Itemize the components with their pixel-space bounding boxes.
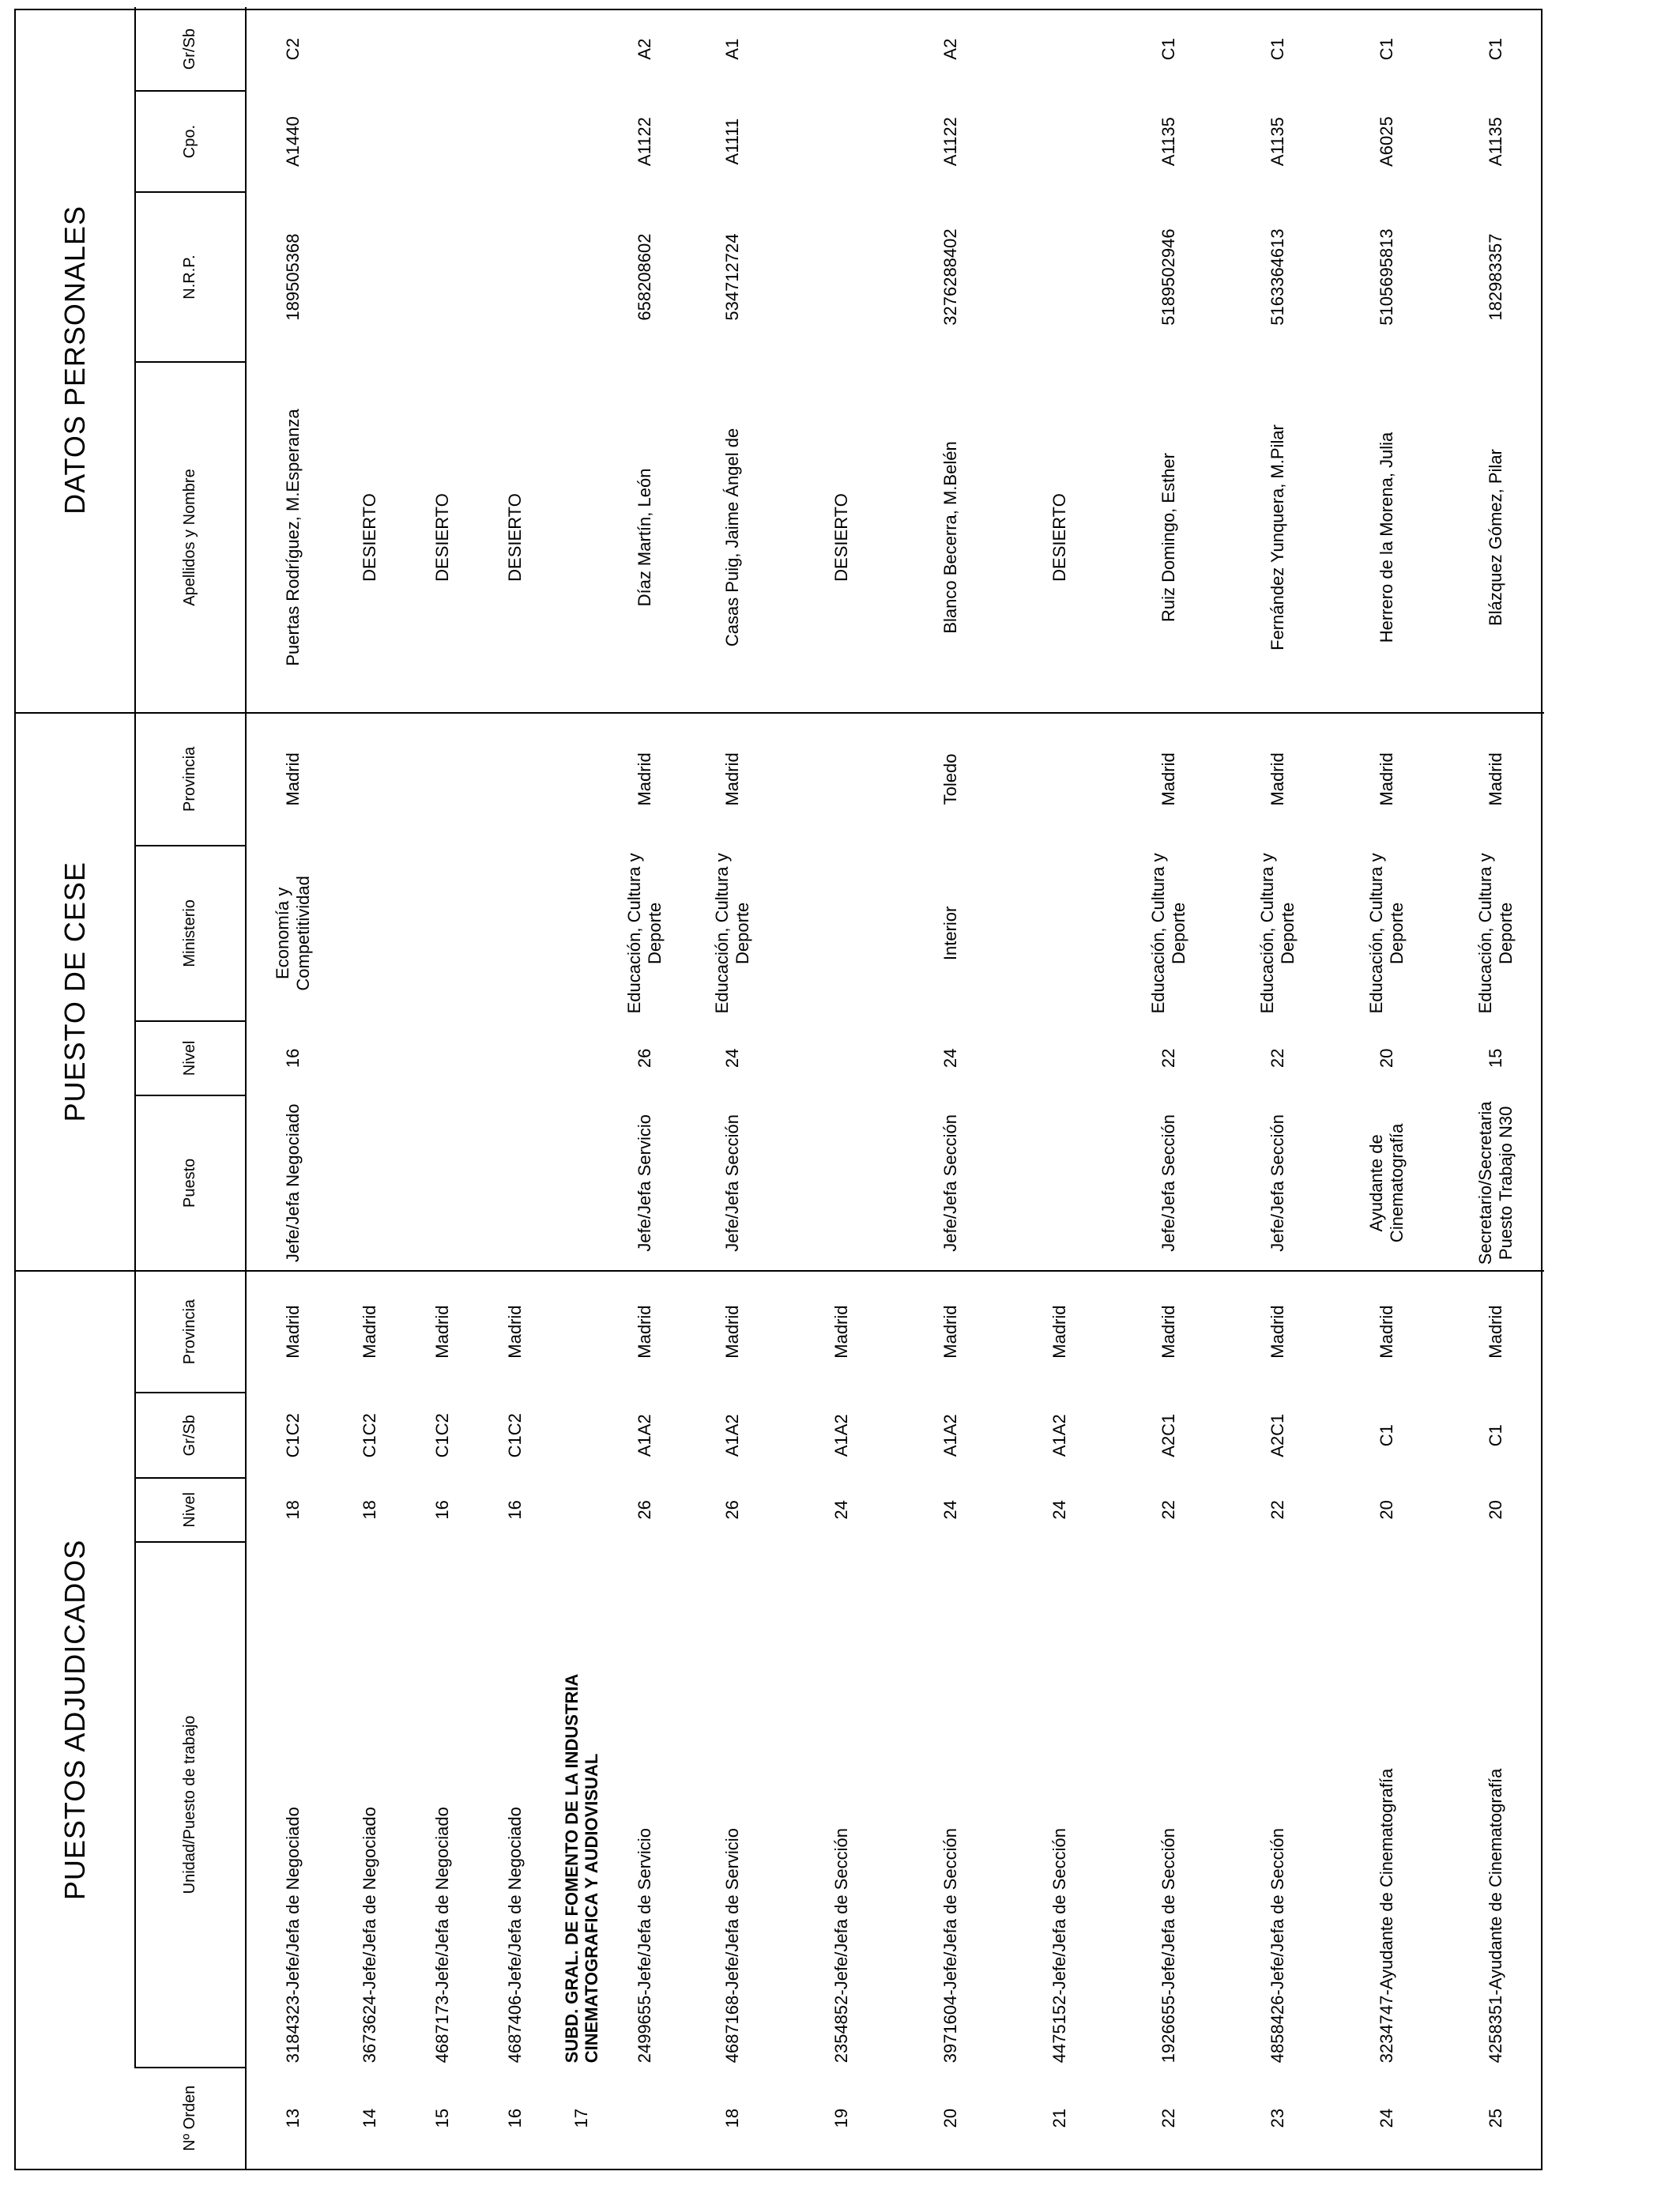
cell-cese-provincia: Madrid [1158,752,1178,806]
cell-nrp [787,192,896,362]
cell-cese-provincia: Madrid [283,752,303,806]
cell-provincia: Madrid [283,1305,303,1359]
cell-orden: 16 [505,2108,525,2128]
cell-cpo [787,91,896,192]
cell-grsb: C1 [1486,1424,1505,1447]
cell-unidad: 4687168-Jefe/Jefa de Servicio [722,1828,742,2064]
column-header-nivel: Nivel [181,1492,198,1528]
cell-unidad: 2499655-Jefe/Jefa de Servicio [634,1828,654,2064]
cell-pers-grsb: C2 [283,38,303,61]
header-column-divider [134,1020,245,1022]
row-orden: 17 [571,2108,591,2128]
header-rule [245,7,247,2169]
cell-unidad: 4475152-Jefe/Jefa de Sección [1049,1828,1069,2064]
cell-cese-nivel: 24 [722,1048,742,1069]
cell-nivel: 22 [1268,1500,1287,1520]
cell-cpo [479,91,552,192]
cell-provincia: Madrid [940,1305,960,1359]
table-row [787,7,896,2169]
cell-cpo: A1440 [283,116,303,167]
cell-ministerio: Educación, Cultura y Deporte [1475,853,1516,1014]
cell-pers-grsb [406,7,479,91]
cell-provincia: Madrid [360,1305,379,1359]
cell-provincia: Madrid [634,1305,654,1359]
cell-puesto: Jefe/Jefa Sección [722,1114,742,1252]
table-row [1332,7,1441,2169]
cell-nivel: 22 [1158,1500,1178,1520]
cell-ministerio [333,846,406,1021]
cell-grsb: C1C2 [283,1413,303,1458]
section-datos-personales: DATOS PERSONALES [58,205,91,515]
cell-provincia: Madrid [1158,1305,1178,1359]
cell-cpo [333,91,406,192]
cell-ministerio [479,846,552,1021]
cell-ministerio: Interior [940,906,960,961]
cell-orden: 20 [940,2108,960,2128]
cell-cpo: A1135 [1268,117,1287,167]
cell-cese-provincia: Toledo [940,753,960,805]
cell-cese-provincia: Madrid [722,752,742,806]
table-row [1223,7,1332,2169]
column-header-cese-nivel: Nivel [181,1040,198,1076]
cell-cese-provincia [787,713,896,846]
table-row [678,7,787,2169]
cell-grsb: C1 [1377,1424,1396,1447]
cell-pers-grsb: C1 [1377,38,1396,61]
cell-nivel: 26 [634,1500,654,1520]
cell-cpo [1005,91,1114,192]
header-column-divider [134,191,245,193]
section-puestos-adjudicados: PUESTOS ADJUDICADOS [58,1539,91,1901]
cell-unidad: 3184323-Jefe/Jefa de Negociado [283,1807,303,2064]
cell-pers-grsb [333,7,406,91]
cell-grsb: A2C1 [1158,1413,1178,1457]
cell-puesto: Secretario/Secretaria Puesto Trabajo N30 [1475,1101,1516,1265]
cell-puesto: Jefe/Jefa Sección [940,1114,960,1252]
cell-nivel: 20 [1486,1500,1505,1520]
cell-apellidos: DESIERTO [505,493,525,582]
cell-cese-nivel [787,1021,896,1095]
cell-pers-grsb [1005,7,1114,91]
column-header-cese-provincia: Provincia [181,746,198,812]
cell-provincia: Madrid [505,1305,525,1359]
cell-nrp [406,192,479,362]
cell-nivel: 24 [831,1500,851,1520]
cell-provincia: Madrid [1377,1305,1396,1359]
cell-puesto: Jefe/Jefa Servicio [634,1114,654,1252]
cell-grsb: A1A2 [831,1414,851,1457]
header-column-divider [134,1541,245,1543]
cell-pers-grsb [479,7,552,91]
cell-cpo: A1111 [722,118,742,165]
header-column-divider [134,1392,245,1393]
cell-cese-nivel: 22 [1268,1048,1287,1069]
cell-cpo: A1122 [634,117,654,167]
cell-cese-provincia: Madrid [1377,752,1396,806]
cell-cpo [406,91,479,192]
cell-ministerio [787,846,896,1021]
cell-orden: 25 [1486,2108,1505,2128]
cell-orden: 22 [1158,2108,1178,2128]
cell-cpo: A1135 [1158,117,1178,167]
cell-cese-nivel: 16 [283,1048,303,1069]
header-column-divider [134,90,245,92]
cell-provincia: Madrid [432,1305,452,1359]
column-header-pers-grsb: Gr/Sb [181,28,198,70]
cell-pers-grsb: A2 [940,38,960,60]
cell-apellidos: Herrero de la Morena, Julia [1377,432,1396,643]
cell-orden: 19 [831,2108,851,2128]
cell-unidad: 4858426-Jefe/Jefa de Sección [1268,1828,1287,2064]
cell-pers-grsb: C1 [1268,38,1287,61]
cell-cpo: A1122 [940,117,960,167]
cell-orden: 14 [360,2108,379,2128]
table-frame [14,9,1543,2170]
cell-apellidos: DESIERTO [831,493,851,582]
cell-nrp [1005,192,1114,362]
cell-cese-provincia: Madrid [1268,752,1287,806]
cell-cese-provincia [406,713,479,846]
cell-puesto [1005,1095,1114,1271]
cell-nrp [333,192,406,362]
cell-cese-nivel: 20 [1377,1048,1396,1069]
cell-cese-nivel: 26 [634,1048,654,1069]
section-puesto-cese: PUESTO DE CESE [58,861,91,1122]
cell-grsb: A1A2 [1049,1414,1069,1457]
cell-apellidos: Puertas Rodríguez, M.Esperanza [283,409,303,666]
cell-nrp: 189505368 [283,233,303,321]
cell-puesto [333,1095,406,1271]
cell-nivel: 24 [1049,1500,1069,1520]
cell-apellidos: Blázquez Gómez, Pilar [1486,449,1505,626]
header-column-divider [134,2067,245,2068]
cell-nrp: 5105695813 [1377,228,1396,326]
cell-orden: 23 [1268,2108,1287,2128]
column-header-ministerio: Ministerio [181,899,198,967]
cell-cese-nivel [406,1021,479,1095]
cell-unidad: 4687406-Jefe/Jefa de Negociado [505,1807,525,2064]
cell-ministerio: Educación, Cultura y Deporte [712,853,752,1014]
cell-cese-provincia [1005,713,1114,846]
column-header-apellidos: Apellidos y Nombre [181,469,198,606]
cell-cese-provincia: Madrid [634,752,654,806]
cell-apellidos: Ruiz Domingo, Esther [1158,453,1178,622]
cell-nrp [479,192,552,362]
cell-unidad: 4687173-Jefe/Jefa de Negociado [432,1807,452,2064]
cell-ministerio: Educación, Cultura y Deporte [1366,853,1407,1014]
cell-provincia: Madrid [1268,1305,1287,1359]
cell-cese-nivel [479,1021,552,1095]
table-row [552,7,611,2169]
cell-cese-nivel: 24 [940,1048,960,1069]
cell-ministerio: Educación, Cultura y Deporte [623,853,665,1014]
cell-pers-grsb: A2 [634,38,654,60]
cell-cese-nivel [333,1021,406,1095]
cell-cpo: A1135 [1486,117,1505,167]
cell-cese-nivel: 15 [1486,1048,1505,1069]
cell-nivel: 24 [940,1500,960,1520]
cell-nivel: 16 [505,1500,525,1520]
cell-unidad: 3971604-Jefe/Jefa de Sección [940,1828,960,2064]
table-row [611,7,678,2169]
cell-apellidos: DESIERTO [432,493,452,582]
cell-ministerio: Educación, Cultura y Deporte [1148,853,1188,1014]
column-header-cpo: Cpo. [181,124,198,159]
cell-cese-nivel: 22 [1158,1048,1178,1069]
cell-provincia: Madrid [1486,1305,1505,1359]
cell-puesto: Ayudante de Cinematografía [1366,1123,1407,1243]
cell-provincia: Madrid [831,1305,851,1359]
cell-puesto: Jefe/Jefa Sección [1158,1114,1178,1252]
cell-grsb: A1A2 [722,1414,742,1457]
cell-nrp: 658208602 [634,233,654,321]
table-row [253,7,333,2169]
cell-apellidos: Casas Puig, Jaime Ángel de [722,428,742,647]
column-header-puesto: Puesto [181,1158,198,1208]
cell-nivel: 16 [432,1500,452,1520]
cell-apellidos: Díaz Martín, León [634,468,654,607]
cell-cese-provincia: Madrid [1486,752,1505,806]
table-row [406,7,479,2169]
cell-grsb: C1C2 [360,1413,379,1458]
header-column-divider [134,361,245,363]
cell-cese-nivel [1005,1021,1114,1095]
column-header-orden: Nº Orden [181,2085,198,2151]
column-header-nrp: N.R.P. [181,254,198,300]
cell-unidad: 4258351-Ayudante de Cinematografía [1486,1768,1505,2064]
cell-apellidos: Fernández Yunquera, M.Pilar [1268,424,1287,650]
cell-nivel: 18 [360,1500,379,1520]
cell-nrp: 534712724 [722,233,742,321]
header-column-divider [134,845,245,846]
cell-ministerio [1005,846,1114,1021]
table-row [1005,7,1114,2169]
cell-orden [611,2068,678,2169]
column-header-unidad: Unidad/Puesto de trabajo [181,1715,198,1894]
cell-provincia: Madrid [1049,1305,1069,1359]
cell-ministerio: Economía y Competitividad [273,876,313,991]
cell-cese-provincia [333,713,406,846]
cell-nrp: 3276288402 [940,228,960,326]
cell-pers-grsb [787,7,896,91]
cell-unidad: 3673624-Jefe/Jefa de Negociado [360,1807,379,2064]
table-row [896,7,1005,2169]
cell-nivel: 20 [1377,1500,1396,1520]
header-column-divider [134,1095,245,1096]
cell-orden: 13 [283,2108,303,2128]
cell-puesto [406,1095,479,1271]
cell-nrp: 182983357 [1486,233,1505,321]
unit-heading: SUBD. GRAL. DE FOMENTO DE LA INDUSTRIA CINEMATOGRAFICA Y AUDIOVISUAL [561,1673,601,2064]
cell-nivel: 26 [722,1500,742,1520]
cell-cpo: A6025 [1377,116,1396,167]
header-column-divider [134,1477,245,1479]
cell-cese-provincia [479,713,552,846]
cell-orden: 15 [432,2108,452,2128]
table-row [479,7,552,2169]
column-header-grsb: Gr/Sb [181,1415,198,1457]
cell-pers-grsb: C1 [1486,38,1505,61]
table-row [1114,7,1223,2169]
cell-nrp: 5163364613 [1268,228,1287,326]
cell-orden: 18 [722,2108,742,2128]
cell-grsb: A1A2 [634,1414,654,1457]
cell-orden: 21 [1049,2108,1069,2128]
cell-pers-grsb: A1 [722,38,742,60]
cell-ministerio: Educación, Cultura y Deporte [1257,853,1298,1014]
cell-ministerio [406,846,479,1021]
cell-puesto: Jefe/Jefa Negociado [283,1103,303,1263]
column-header-provincia: Provincia [181,1299,198,1365]
cell-grsb: C1C2 [505,1413,525,1458]
table-row [1441,7,1550,2169]
cell-nrp: 5189502946 [1158,228,1178,326]
cell-grsb: C1C2 [432,1413,452,1458]
table-row [333,7,406,2169]
cell-unidad: 3234747-Ayudante de Cinematografía [1377,1768,1396,2064]
cell-unidad: 2354852-Jefe/Jefa de Sección [831,1828,851,2064]
cell-provincia: Madrid [722,1305,742,1359]
cell-puesto [479,1095,552,1271]
cell-apellidos: DESIERTO [1049,493,1069,582]
cell-unidad: 1926655-Jefe/Jefa de Sección [1158,1828,1178,2064]
cell-apellidos: Blanco Becerra, M.Belén [940,441,960,634]
cell-apellidos: DESIERTO [360,493,379,582]
cell-puesto: Jefe/Jefa Sección [1268,1114,1287,1252]
cell-pers-grsb: C1 [1158,38,1178,61]
cell-grsb: A1A2 [940,1414,960,1457]
cell-orden: 24 [1377,2108,1396,2128]
cell-puesto [787,1095,896,1271]
cell-grsb: A2C1 [1268,1413,1287,1457]
cell-nivel: 18 [283,1500,303,1520]
